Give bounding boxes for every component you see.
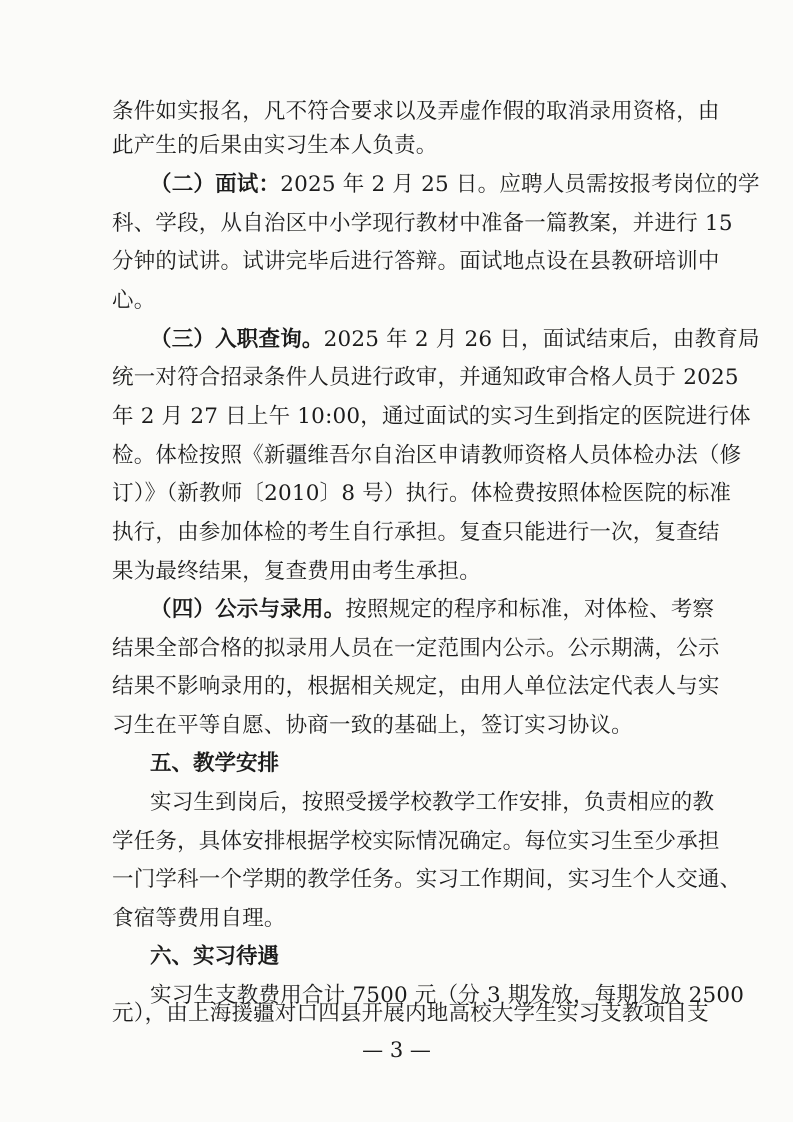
body-line: 一门学科一个学期的教学任务。实习工作期间，实习生个人交通、	[112, 867, 742, 892]
body-line: 分钟的试讲。试讲完毕后进行答辩。面试地点设在县教研培训中	[112, 249, 720, 274]
body-line: 统一对符合招录条件人员进行政审，并通知政审合格人员于 2025	[112, 365, 739, 390]
body-line: 实习生到岗后，按照受援学校教学工作安排，负责相应的教	[150, 790, 715, 815]
body-text: 2025 年 2 月 25 日。应聘人员需按报考岗位的学	[280, 172, 760, 197]
heading-internship-benefits: 六、实习待遇	[150, 944, 280, 969]
section-onboarding	[150, 326, 760, 354]
body-line: 条件如实报名，凡不符合要求以及弄虚作假的取消录用资格，由	[112, 99, 720, 124]
subheading-onboarding: （三）入职查询。	[150, 327, 324, 352]
body-text: 按照规定的程序和标准，对体检、考察	[345, 597, 715, 622]
body-line: 订）》（新教师〔2010〕8 号）执行。体检费按照体检医院的标准	[112, 481, 732, 506]
page-number: — 3 —	[362, 1038, 431, 1062]
body-text: 2025 年 2 月 26 日，面试结束后，由教育局	[323, 327, 760, 352]
body-line: 习生在平等自愿、协商一致的基础上，签订实习协议。	[112, 713, 633, 738]
body-line: 食宿等费用自理。	[112, 906, 286, 931]
body-line: 结果全部合格的拟录用人员在一定范围内公示。公示期满，公示	[112, 636, 720, 661]
subheading-interview: （二）面试：	[150, 172, 281, 197]
body-line: 年 2 月 27 日上午 10:00，通过面试的实习生到指定的医院进行体	[112, 404, 751, 429]
body-line: 实习生支教费用合计 7500 元（分 3 期发放，每期发放 2500	[150, 983, 745, 1008]
heading-teaching-arrangement: 五、教学安排	[150, 751, 280, 776]
body-line: 执行，由参加体检的考生自行承担。复查只能进行一次，复查结	[112, 520, 720, 545]
body-line: 果为最终结果，复查费用由考生承担。	[112, 559, 481, 584]
section-publicity	[150, 596, 715, 624]
body-line: 元），由上海援疆对口四县开展内地高校大学生实习支教项目支	[112, 1001, 709, 1026]
body-line: 心。	[112, 288, 156, 313]
subheading-publicity: （四）公示与录用。	[150, 597, 346, 622]
body-line: 此产生的后果由实习生本人负责。	[112, 133, 438, 158]
body-line: 科、学段，从自治区中小学现行教材中准备一篇教案，并进行 15	[112, 211, 733, 236]
section-interview	[150, 171, 760, 199]
body-line: 检。体检按照《新疆维吾尔自治区申请教师资格人员体检办法（修	[112, 443, 742, 468]
body-line: 结果不影响录用的，根据相关规定，由用人单位法定代表人与实	[112, 674, 720, 699]
body-line: 学任务，具体安排根据学校实际情况确定。每位实习生至少承担	[112, 829, 720, 854]
